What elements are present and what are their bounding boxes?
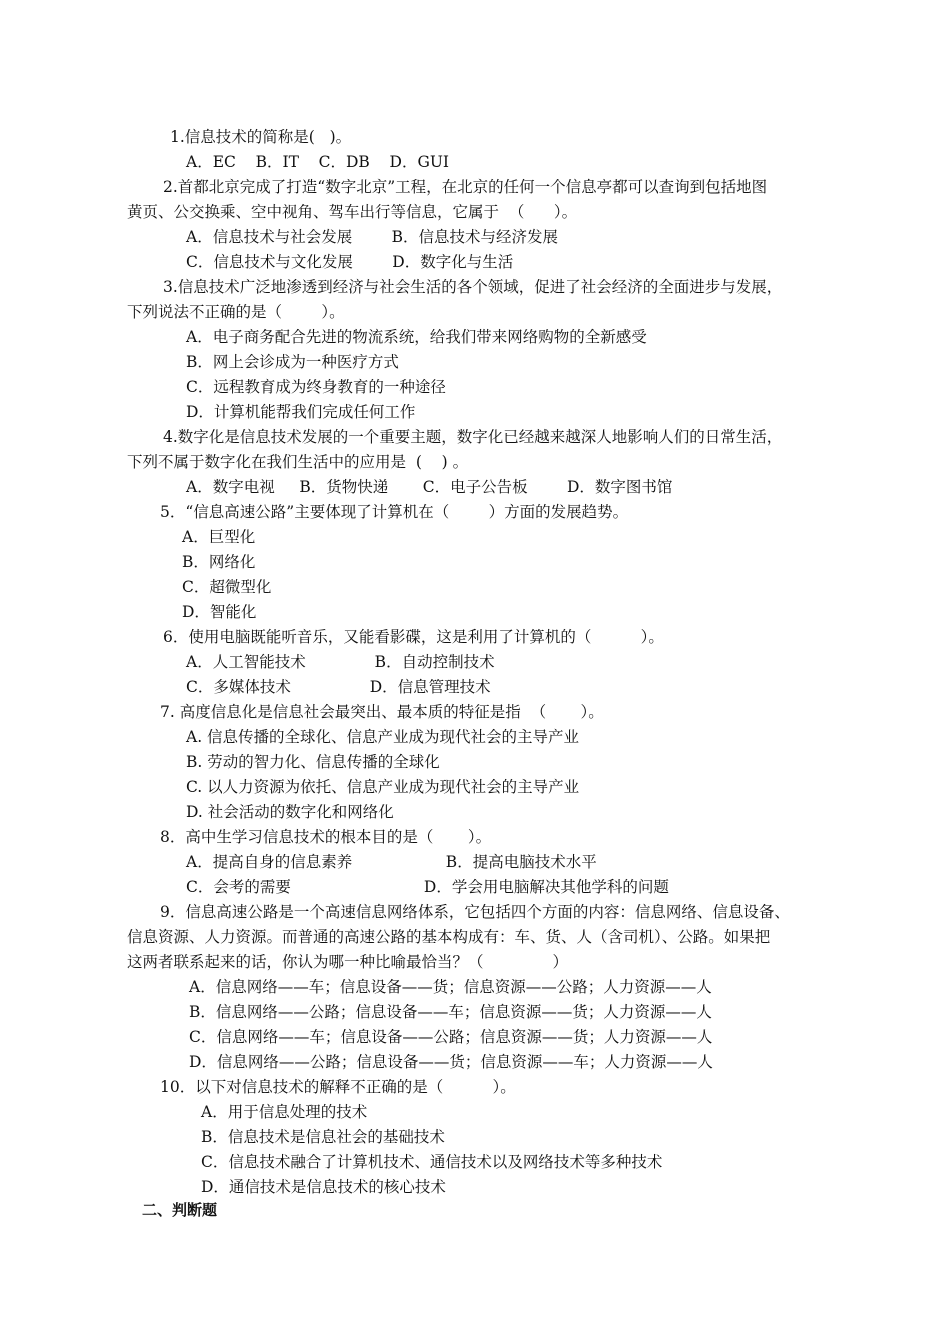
question-5-option: C．超微型化 bbox=[182, 578, 272, 596]
question-6-option: C．多媒体技术 D．信息管理技术 bbox=[186, 678, 491, 696]
question-1-stem: 1.信息技术的简称是( )。 bbox=[170, 128, 352, 146]
question-7-stem: 7. 高度信息化是信息社会最突出、最本质的特征是指 （ ）。 bbox=[160, 703, 604, 721]
question-7-option: D. 社会活动的数字化和网络化 bbox=[186, 803, 394, 821]
question-9-stem: 9．信息高速公路是一个高速信息网络体系，它包括四个方面的内容：信息网络、信息设备、 bbox=[160, 903, 790, 921]
question-6-stem: 6．使用电脑既能听音乐，又能看影碟，这是利用了计算机的（ ）。 bbox=[163, 628, 664, 646]
question-3-option: D．计算机能帮我们完成任何工作 bbox=[186, 403, 416, 421]
question-9-option: B．信息网络——公路；信息设备——车；信息资源——货；人力资源——人 bbox=[189, 1003, 712, 1021]
question-9-stem: 信息资源、人力资源。而普通的高速公路的基本构成有：车、货、人（含司机）、公路。如果把 bbox=[127, 928, 771, 946]
question-5-option: A．巨型化 bbox=[182, 528, 256, 546]
question-5-stem: 5．“信息高速公路”主要体现了计算机在（ ）方面的发展趋势。 bbox=[160, 503, 629, 521]
question-10-option: B．信息技术是信息社会的基础技术 bbox=[201, 1128, 445, 1146]
question-3-stem: 3.信息技术广泛地渗透到经济与社会生活的各个领域，促进了社会经济的全面进步与发展， bbox=[163, 278, 783, 296]
question-10-option: C．信息技术融合了计算机技术、通信技术以及网络技术等多种技术 bbox=[201, 1153, 663, 1171]
question-6-option: A．人工智能技术 B．自动控制技术 bbox=[186, 653, 495, 671]
question-5-option: D．智能化 bbox=[182, 603, 257, 621]
question-2-stem: 黄页、公交换乘、空中视角、驾车出行等信息，它属于 （ ）。 bbox=[127, 203, 578, 221]
question-9-option: A．信息网络——车；信息设备——货；信息资源——公路；人力资源——人 bbox=[189, 978, 712, 996]
question-7-option: A. 信息传播的全球化、信息产业成为现代社会的主导产业 bbox=[186, 728, 580, 746]
question-10-option: D．通信技术是信息技术的核心技术 bbox=[201, 1178, 446, 1196]
question-9-option: C．信息网络——车；信息设备——公路；信息资源——货；人力资源——人 bbox=[189, 1028, 713, 1046]
question-8-stem: 8．高中生学习信息技术的根本目的是（ ）。 bbox=[160, 828, 492, 846]
question-8-option: A．提高自身的信息素养 B．提高电脑技术水平 bbox=[186, 853, 597, 871]
section-heading: 二、判断题 bbox=[142, 1201, 218, 1219]
question-3-option: A．电子商务配合先进的物流系统，给我们带来网络购物的全新感受 bbox=[186, 328, 647, 346]
question-5-option: B．网络化 bbox=[182, 553, 256, 571]
question-2-option: C．信息技术与文化发展 D．数字化与生活 bbox=[186, 253, 514, 271]
question-10-option: A．用于信息处理的技术 bbox=[201, 1103, 368, 1121]
question-4-options: A．数字电视 B．货物快递 C．电子公告板 D．数字图书馆 bbox=[186, 478, 673, 496]
question-9-stem: 这两者联系起来的话，你认为哪一种比喻最恰当？（ ） bbox=[127, 953, 568, 971]
question-2-stem: 2.首都北京完成了打造“数字北京”工程，在北京的任何一个信息亭都可以查询到包括地图 bbox=[163, 178, 768, 196]
question-4-stem: 下列不属于数字化在我们生活中的应用是 ( ) 。 bbox=[127, 453, 469, 471]
question-7-option: C. 以人力资源为依托、信息产业成为现代社会的主导产业 bbox=[186, 778, 580, 796]
question-9-option: D．信息网络——公路；信息设备——货；信息资源——车；人力资源——人 bbox=[189, 1053, 713, 1071]
question-8-option: C．会考的需要 D．学会用电脑解决其他学科的问题 bbox=[186, 878, 669, 896]
question-7-option: B. 劳动的智力化、信息传播的全球化 bbox=[186, 753, 440, 771]
question-3-option: B．网上会诊成为一种医疗方式 bbox=[186, 353, 399, 371]
question-3-option: C．远程教育成为终身教育的一种途径 bbox=[186, 378, 446, 396]
question-2-option: A．信息技术与社会发展 B．信息技术与经济发展 bbox=[186, 228, 559, 246]
question-10-stem: 10．以下对信息技术的解释不正确的是（ ）。 bbox=[160, 1078, 516, 1096]
question-1-options: A．EC B．IT C．DB D．GUI bbox=[186, 153, 450, 171]
question-3-stem: 下列说法不正确的是（ ）。 bbox=[127, 303, 345, 321]
question-4-stem: 4.数字化是信息技术发展的一个重要主题，数字化已经越来越深人地影响人们的日常生活， bbox=[163, 428, 783, 446]
